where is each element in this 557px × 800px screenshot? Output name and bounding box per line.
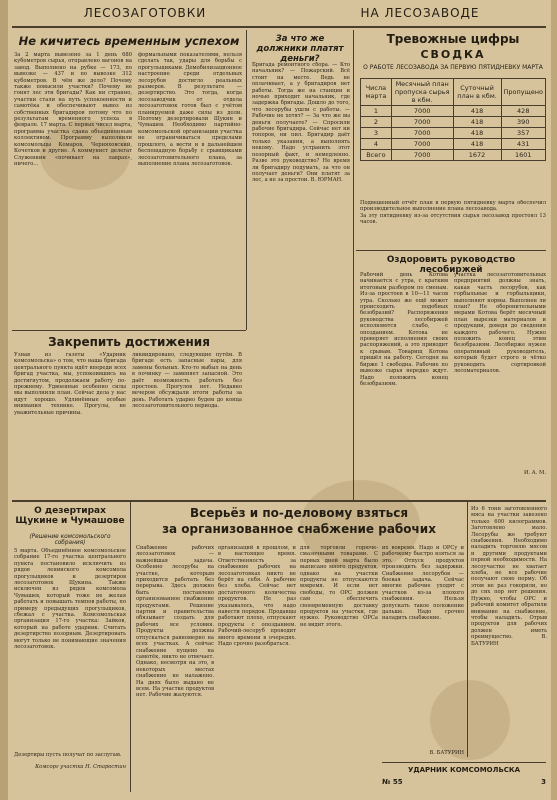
table-cell: 418 [453, 117, 501, 128]
table-total-row [361, 150, 546, 161]
section-header-right: НА ЛЕСОЗАВОДЕ [360, 6, 480, 20]
article-title: О дезертирах Щукине и Чумашове [15, 506, 125, 526]
article-title: Закрепить достижения [48, 335, 210, 349]
article-closing: Дезертиры пусть получат по заслугам. [14, 752, 122, 758]
table-cell: 390 [501, 117, 545, 128]
summary-table [360, 78, 546, 161]
article-body: формальными показателями, нельзя сделать так, удары для борьбы с прогульщиками. Демобилизационное настроение среди отдельных лесорубов достигло реальных размеров. В результате — дезертирство. Это тогда, когда лесозаводчик от отдела лесозаготовок готов был с учётом планируемой даже силы из доли. Поэтому дезертировали Щукин и Чумашев. Необходимо партийно-комсомольской организации участка не ограничиваться пределами прошлого, а вести и в дальнейшем беспощадную борьбу с срывщиками лесозаготовительного плана, за выполнение плана лесозаготовок. [138, 52, 242, 167]
table-cell: 428 [501, 106, 545, 117]
article-title: Всерьёз и по-деловому взяться [189, 506, 409, 520]
article-body: Из 6 тонн заготовленного мяса на участки завезено только 600 килограммов. Заготовлено мало. Лесорубы же требуют снабжения. Необходимо наладить торговлю мясом и другими продуктами первой необходимости. На лесоучастке не хватает хлеба, не все рабочие получают свою норму. Об этом не раз говорили, но до сих пор нет решения. Нужно, чтобы ОРС и рабочий комитет обратили внимание на снабжение, чтобы наладить. Отрыв продуктов для рабочих должен иметь преимущество. В. БАТУРИН [471, 506, 547, 647]
table-cell: 2 [361, 117, 392, 128]
table-cell: 357 [501, 128, 545, 139]
article-body: организаций в прошлом, и в настоящее время. Ответственность за снабжение рабочих на лесозаготовках никто не берёт на себя. А рабочие без хлеба. Сейчас нет достаточного количества продуктов. Не раз указывалось, что надо навести порядок. Продавцы работают плохо, отпускают продукты с опозданием. Рабочий-лесоруб проводит много времени в очередях. Надо срочно разобраться. [218, 545, 296, 648]
report-title: Тревожные цифры [386, 32, 520, 46]
table-header: Суточный план в кбм. [453, 79, 501, 106]
article-subtitle: (Решение комсомольского собрания) [29, 534, 111, 546]
article-title: за организованное снабжение рабочих [162, 522, 436, 536]
table-cell: 3 [361, 128, 392, 139]
table-cell: 4 [361, 139, 392, 150]
article-body: Бригада ремонтного сбора. — Кто начальник? — Пожарский. Всё стоит на месте. Ведь не оплачивает, а у бригадиров нет работы. Тогда же на станции и ночью приходит начальник, где задержка бригады. Дошло до того, что лесорубы ушли с работы. — Рабочие не хотят? — За что же вы деньги получаете? — Спросили рабочие бригадира. Сейчас нет ни топоров, ни пил. Бригадир даёт только указания, а выполнять некому. Надо устранить этот позорный факт, и немедленно. Разве это руководство? Не время ли бригадиру подумать, за что он получает деньги? Они платят за лес, а не за простои. В. ЮРМАН. [252, 62, 350, 184]
page-edge-right [551, 0, 557, 800]
page-edge-left [0, 0, 8, 800]
table-row [361, 139, 546, 150]
page-number: 3 [541, 778, 546, 786]
article-body: для торговли горюче-смазочными товарами. С первых дней марта было выписано много продуктов, однако на участки продукты не отпускаются вовремя. И если нет свободы, то ОРС должен сам обеспечить своевременную доставку продуктов на участки, где нужно. Руководство ОРСа не видит этого. [300, 545, 378, 628]
report-note: Подвешенный отчёт план в первую пятидневку марта обеспечил производительное выполнение плана лесозавода. За эту пятидневку из-за отсутствия сырья лесозавод простоял 13 часов. [360, 200, 546, 226]
issue-number: № 55 [382, 778, 403, 786]
table-header-row [361, 79, 546, 106]
table-row [361, 106, 546, 117]
article-title: Не кичитесь временным успехом [18, 34, 240, 48]
author-signature: И. А. М. [523, 470, 546, 476]
article-body: Рабочий день Котова начинается с утра, с кратким итоговым разбором по сменам. Из-за простоев в 10—11 часов утра. Сколько же ещё может происходить подобных безобразий? Распоряжения руководства лесобиржей исполняются слабо, с опозданием. Котова не проверяет исполнения своих распоряжений, а это приводит к срывам. Товарищ Котова пришёл на работу. Сегодня на бирже 1 свободна. Рабочие по вывозке сырья нередко ждут. Надо положить конец безобразиям. [360, 272, 448, 387]
author-signature: Комсорг участка Н. Старостин [35, 764, 126, 770]
table-cell: 431 [501, 139, 545, 150]
section-rule [12, 330, 246, 331]
column-rule [130, 502, 131, 792]
article-title: За что же должники платят деньги? [256, 34, 344, 64]
section-header-left: ЛЕСОЗАГОТОВКИ [83, 6, 207, 20]
table-cell: 1 [361, 106, 392, 117]
table-header: Пропущено [501, 79, 545, 106]
table-cell: 7000 [391, 139, 453, 150]
table-cell: 418 [453, 106, 501, 117]
table-cell: 418 [453, 128, 501, 139]
footer-rule [382, 762, 546, 763]
article-body: Узнав из газеты «Ударник комсомольска» о том, что наша бригада центрального пункта идёт впереди всех бригад участка, мы, успокоившись на достигнутом, продолжаем работу по-прежнему. Удвоенные особенно силы мы выполнили план. Сейчас дела у нас идут хорошо. Удлинённые особые внимания технике. Прогулы, не уважительные причины. [14, 352, 126, 416]
table-cell: 1672 [453, 150, 501, 161]
table-cell: Всего [361, 150, 392, 161]
table-row [361, 117, 546, 128]
table-cell: 7000 [391, 150, 453, 161]
table-cell: 1601 [501, 150, 545, 161]
table-header: Числа марта [361, 79, 392, 106]
newspaper-name: УДАРНИК КОМСОМОЛЬСКА [407, 766, 521, 774]
column-rule [246, 30, 247, 330]
article-body: ликвидировано, следующие путём. В бригаде есть запасные пары, для замены больных. Кто-то выбыл на день в починку — заменяет запасной. Это даёт возможность работать без простоев. Прогулов нет. Недавно вечером обсуждали итоги работы за день. Работать ударно будем до конца лесозаготовительного периода. [132, 352, 242, 410]
table-cell: 418 [453, 139, 501, 150]
section-rule [356, 250, 546, 251]
article-body: За 2 марта вывезено за 1 день 680 кубометров сырья, отправлено вагонов на завод. Выполнено на рубке — 173, по вывозке — 437 и по вывозке 312 кубометров. В чём же дело? Почему также повысили участки? Почему не гонят лес эти бригады? Как ни странно, участки стали на путь успокоенности и самотёка и обеспечивают вывоз из собственных бригадиров потому что по результатам временного успеха в феврале. 17 марта. С первых чисел марта, программа участка сдана объединенным коллективом. Программу выполнили комсомольцы Комаров, Черняховский, Кочетков и другие. А коммунист делегат Служенкин «почивает на лаврах», ничего... [14, 52, 132, 167]
article-body: 5 марта. Объединённое комсомольское собрание 17-го участка центрального пункта постановило исключить из рядов ленинского комсомола прогульщиков и дезертиров лесозаготовок Щукина. Также исключен из рядов комсомола Чумашев, который тоже не желая работать и повышать темпов работы, по примеру предыдущих прогульщиков, сбежал с участка. Комсомольская организация 17-го участка: Зайков, который на работе ударник. Считать дезертирство позорным. Дезертировать могут только не понимающие значения лесозаготовок. [14, 548, 126, 651]
article-title: Оздоровить руководство лесобиржей [386, 255, 516, 275]
article-body: Снабжение рабочих лесозаготовок — важнейшая задача. Особенно лесорубы на участке, которым приходится работать без перерыва. Здесь должно быть поставлено организованное снабжение продуктами. Решение партии и правительства обязывает создать для рабочих все условия. Продукты должны отпускаться равномерно на всех участках. А сейчас снабжение пущено на самотёк, никто не отвечает. Однако, несмотря на это, в некоторых местах снабжение не налажено. На днях было выдано не всем. На участке продуктов нет. Рабочие жалуются. [136, 545, 214, 699]
section-rule [12, 500, 546, 502]
header-rule [12, 26, 546, 28]
author-signature: В. БАТУРИН [429, 750, 464, 756]
table-header: Месячный план пропуска сырья в кбм. [391, 79, 453, 106]
table-cell: 7000 [391, 128, 453, 139]
table-caption: О РАБОТЕ ЛЕСОЗАВОДА ЗА ПЕРВУЮ ПЯТИДНЕВКУ МАРТА [363, 64, 543, 71]
table-cell: 7000 [391, 117, 453, 128]
column-rule [467, 502, 468, 757]
table-row [361, 128, 546, 139]
table-cell: 7000 [391, 106, 453, 117]
column-rule [353, 30, 354, 500]
report-subtitle: СВОДКА [420, 48, 486, 61]
article-body: их вовремя. Надо и ОРСу и рабочкому быстро взяться за это. Отпуск продуктов производить без задержки. Снабжение лесорубов — боевая задача. Сейчас многие рабочие уходят с участков из-за плохого снабжения. Нельзя допускать такое положение дальше. Надо срочно наладить снабжение. [382, 545, 464, 622]
article-body: участка лесозаготовительных предприятий должны знать, какая часть лесорубов, как горбыльные и горбыльщики, выполняют нормы. Выполнен ли план? Не оборонительными мерами Котова берёт месячный план вырезки материалов и продукции, доведя до сведения каждого рабочего. Нужно положить конец этим безобразиям. Лесобирже нужен оперативный руководитель, который будет строго и чётко руководить сортировкой лесоматериалов. [454, 272, 546, 375]
